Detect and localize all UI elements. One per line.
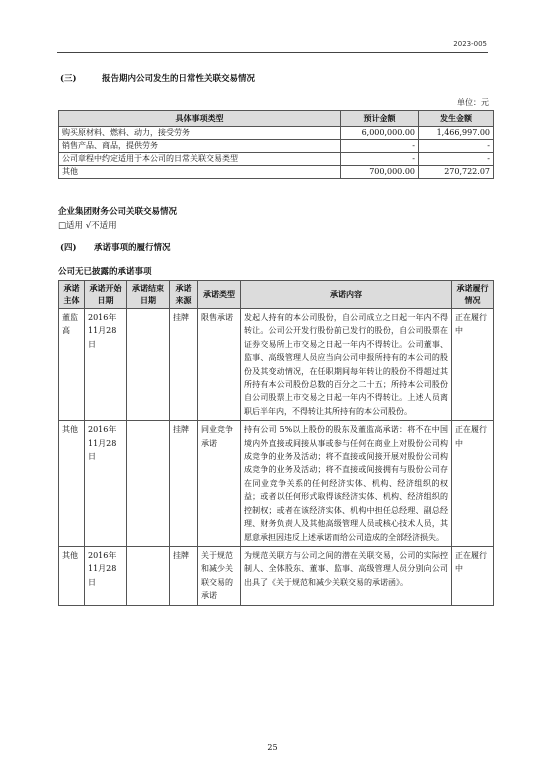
section4-subtitle: 公司无已披露的承诺事项	[58, 267, 152, 277]
commitment-status: 正在履行中	[452, 546, 494, 605]
column-header: 预计金额	[341, 111, 419, 127]
table-cell: 其他	[59, 165, 341, 178]
section4-title: 承诺事项的履行情况	[94, 243, 171, 253]
unit-label: 单位：元	[457, 98, 489, 107]
table-cell: -	[341, 139, 419, 152]
column-header: 具体事项类型	[59, 111, 341, 127]
commitment-end-date	[127, 421, 170, 547]
commitment-subject: 董监高	[59, 309, 85, 421]
commitment-content: 持有公司 5%以上股份的股东及董监高承诺：将不在中国境内外直接或间接从事或参与任何在商业上对股份公司构成竞争的业务及活动；将不直接或间接开展对股份公司构成竞争的业务及活动；将不直接或间接拥有与股份公司存在同业竞争关系的任何经济实体、机构、经济组织的权益；或者以任何形式取得该经济实体、机构、经济组织的控制权；或者在该经济实体、机构中担任总经理、副总经理、财务负责人及其他高级管理人员或核心技术人员，其愿意承担因违反上述承诺而给公司造成的全部经济损失。	[241, 421, 452, 547]
table-cell: 销售产品、商品，提供劳务	[59, 139, 341, 152]
commitment-subject: 其他	[59, 546, 85, 605]
related-transaction-table	[58, 110, 494, 179]
commitment-source: 挂牌	[170, 309, 198, 421]
table-cell: -	[341, 152, 419, 165]
section3-title: 报告期内公司发生的日常性关联交易情况	[102, 74, 256, 84]
commitment-subject: 其他	[59, 421, 85, 547]
commitment-table	[58, 280, 494, 606]
commitment-source: 挂牌	[170, 421, 198, 547]
commitment-status: 正在履行中	[452, 309, 494, 421]
table-header-row	[59, 281, 494, 309]
table-row	[59, 546, 494, 605]
table-cell: 700,000.00	[341, 165, 419, 178]
table-cell: -	[419, 139, 494, 152]
table-header-row	[59, 111, 494, 127]
column-header: 承诺类型	[198, 281, 241, 309]
document-code: 2023-005	[453, 40, 487, 48]
commitment-source: 挂牌	[170, 546, 198, 605]
page-number: 25	[267, 743, 278, 752]
table-cell: 6,000,000.00	[341, 126, 419, 139]
section4-number: (四)	[60, 243, 77, 253]
commitment-start-date: 2016年11月28日	[85, 421, 127, 547]
column-header: 承诺来源	[170, 281, 198, 309]
finance-options: □适用 √不适用	[58, 221, 117, 231]
column-header: 承诺履行情况	[452, 281, 494, 309]
section3-number: (三)	[60, 74, 77, 84]
commitment-type: 限售承诺	[198, 309, 241, 421]
column-header: 发生金额	[419, 111, 494, 127]
commitment-type: 关于规范和减少关联交易的承诺	[198, 546, 241, 605]
column-header: 承诺结束日期	[127, 281, 170, 309]
table-cell: 1,466,997.00	[419, 126, 494, 139]
commitment-start-date: 2016年11月28日	[85, 309, 127, 421]
column-header: 承诺开始日期	[85, 281, 127, 309]
commitment-content: 为规范关联方与公司之间的潜在关联交易，公司的实际控制人、全体股东、董事、监事、高级管理人员分别向公司出具了《关于规范和减少关联交易的承诺函》。	[241, 546, 452, 605]
table-row	[59, 421, 494, 547]
header-rule	[57, 52, 488, 53]
table-cell: -	[419, 152, 494, 165]
commitment-end-date	[127, 546, 170, 605]
column-header: 承诺内容	[241, 281, 452, 309]
commitment-status: 正在履行中	[452, 421, 494, 547]
table-cell: 公司章程中约定适用于本公司的日常关联交易类型	[59, 152, 341, 165]
commitment-content: 发起人持有的本公司股份，自公司成立之日起一年内不得转让。公司公开发行股份前已发行的股份，自公司股票在证券交易所上市交易之日起一年内不得转让。公司董事、监事、高级管理人员应当向公司申报所持有的本公司的股份及其变动情况，在任职期间每年转让的股份不得超过其所持有本公司股份总数的百分之二十五；所持本公司股份自公司股票上市交易之日起一年内不得转让。上述人员离职后半年内，不得转让其所持有的本公司股份。	[241, 309, 452, 421]
table-row	[59, 139, 494, 152]
table-row	[59, 309, 494, 421]
commitment-start-date: 2016年11月28日	[85, 546, 127, 605]
table-row	[59, 126, 494, 139]
commitment-end-date	[127, 309, 170, 421]
commitment-type: 同业竞争承诺	[198, 421, 241, 547]
column-header: 承诺主体	[59, 281, 85, 309]
table-cell: 270,722.07	[419, 165, 494, 178]
table-cell: 购买原材料、燃料、动力，接受劳务	[59, 126, 341, 139]
table-row	[59, 152, 494, 165]
table-row	[59, 165, 494, 178]
finance-title: 企业集团财务公司关联交易情况	[58, 207, 178, 217]
